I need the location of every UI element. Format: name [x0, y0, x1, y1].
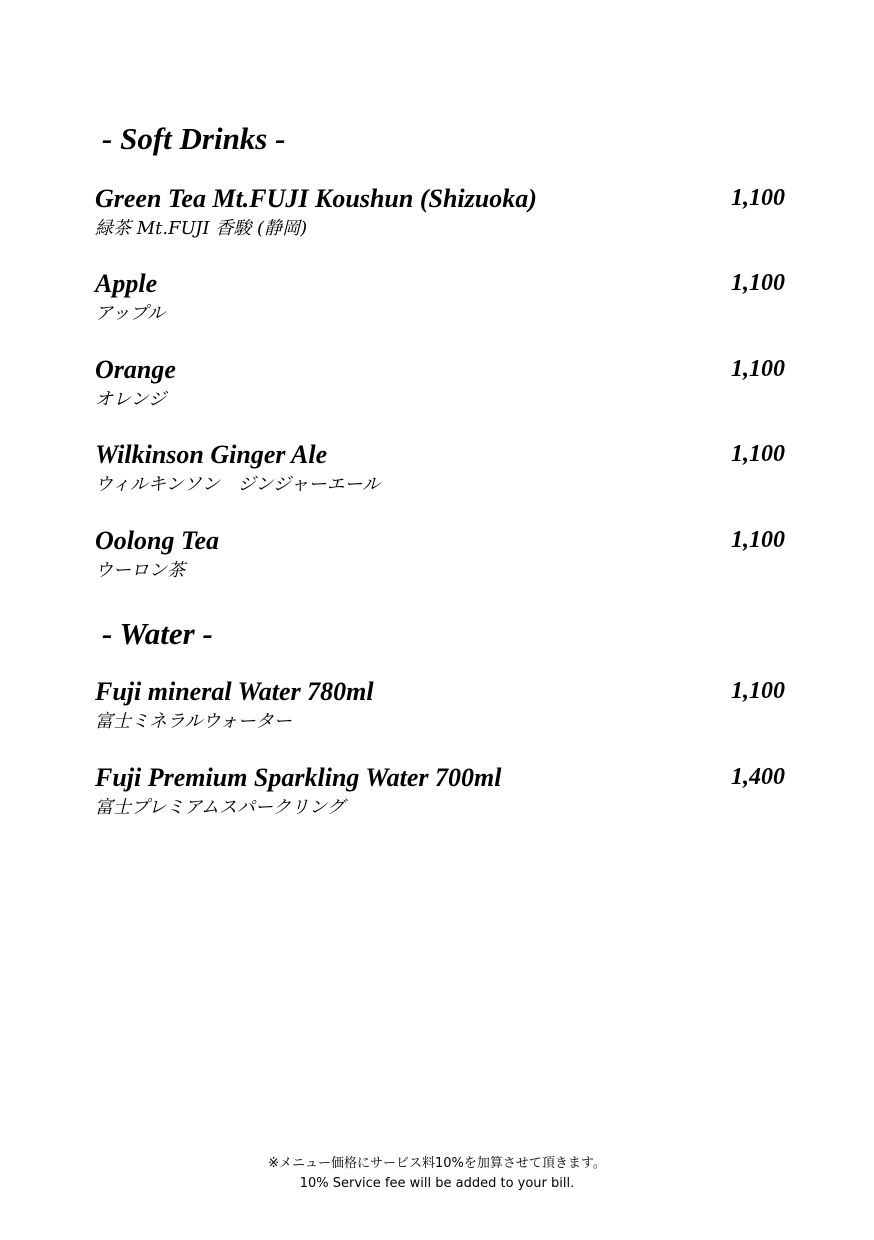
item-name: Fuji mineral Water 780ml — [95, 677, 374, 706]
item-subtitle: ウーロン茶 — [95, 560, 185, 581]
item-name: Orange — [95, 355, 176, 384]
item-subtitle: ウィルキンソン ジンジャーエール — [95, 474, 381, 495]
service-fee-note-en: 10% Service fee will be added to your bill. — [299, 1176, 575, 1191]
menu-item-oolong-tea — [95, 528, 795, 588]
item-name: Fuji Premium Sparkling Water 700ml — [95, 763, 502, 792]
item-name: Wilkinson Ginger Ale — [95, 440, 328, 469]
menu-item-ginger-ale — [95, 442, 795, 502]
item-name: Green Tea Mt.FUJI Koushun (Shizuoka) — [95, 184, 537, 213]
item-subtitle: アップル — [95, 303, 166, 324]
menu-item-mineral-water — [95, 679, 795, 739]
item-price: 1,100 — [731, 441, 785, 467]
item-price: 1,100 — [731, 678, 785, 704]
item-subtitle: オレンジ — [95, 389, 167, 410]
section-title-water: - Water - — [102, 616, 213, 651]
item-price: 1,100 — [731, 270, 785, 296]
item-price: 1,400 — [731, 764, 785, 790]
menu-item-apple — [95, 271, 795, 331]
item-price: 1,100 — [731, 185, 785, 211]
menu-item-sparkling-water — [95, 765, 795, 825]
menu-item-orange — [95, 357, 795, 417]
item-price: 1,100 — [731, 527, 785, 553]
item-subtitle: 緑茶 Mt.FUJI 香駿 (静岡) — [95, 218, 308, 239]
section-title-soft-drinks: - Soft Drinks - — [102, 121, 286, 156]
item-name: Oolong Tea — [95, 526, 219, 555]
item-name: Apple — [95, 269, 158, 298]
item-subtitle: 富士ミネラルウォーター — [95, 711, 292, 732]
service-fee-note-jp: ※メニュー価格にサービス料10%を加算させて頂きます。 — [268, 1156, 606, 1171]
item-subtitle: 富士プレミアムスパークリング — [95, 797, 345, 818]
item-price: 1,100 — [731, 356, 785, 382]
menu-item-green-tea — [95, 186, 795, 246]
